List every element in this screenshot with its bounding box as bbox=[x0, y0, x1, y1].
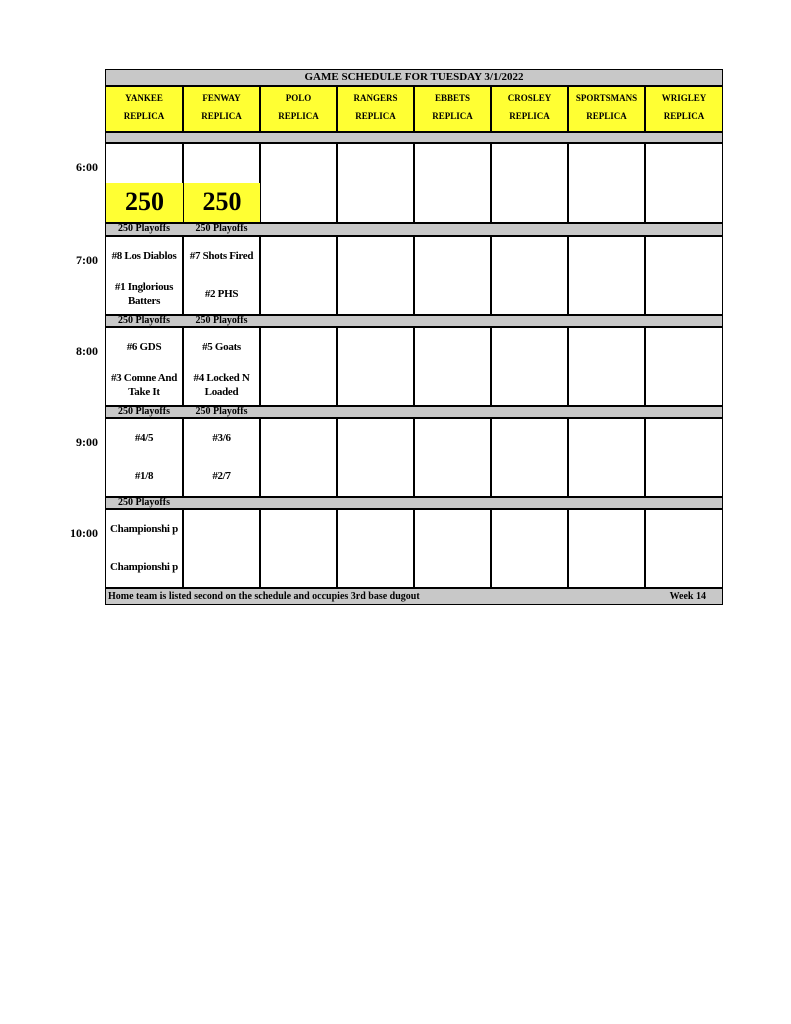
game-visitor: #3/6 bbox=[212, 432, 231, 444]
schedule-cell bbox=[491, 509, 568, 588]
game-visitor: #5 Goats bbox=[202, 341, 241, 353]
game-visitor: #6 GDS bbox=[126, 341, 162, 353]
schedule-cell bbox=[260, 509, 337, 588]
schedule-cell bbox=[414, 236, 491, 315]
schedule-cell bbox=[337, 236, 414, 315]
time-label: 9:00 bbox=[76, 435, 98, 449]
field-header-rangers bbox=[337, 86, 414, 132]
footer-note: Home team is listed second on the schedule and occupies 3rd base dugout bbox=[108, 591, 420, 602]
field-header-ebbets bbox=[414, 86, 491, 132]
schedule-cell bbox=[183, 509, 260, 588]
schedule-cell bbox=[491, 327, 568, 406]
game-visitor: #7 Shots Fired bbox=[189, 250, 254, 262]
schedule-cell bbox=[645, 418, 723, 497]
time-label: 8:00 bbox=[76, 344, 98, 358]
game-home: #2 PHS bbox=[204, 288, 239, 300]
field-header-wrigley bbox=[645, 86, 723, 132]
schedule-cell bbox=[491, 236, 568, 315]
field-subtitle: REPLICA bbox=[586, 111, 627, 121]
division-label: 250 Playoffs bbox=[118, 407, 170, 417]
schedule-cell bbox=[568, 509, 645, 588]
field-subtitle: REPLICA bbox=[663, 111, 705, 121]
field-name: YANKEE bbox=[125, 93, 163, 103]
schedule-cell bbox=[645, 327, 723, 406]
field-name: SPORTSMANS bbox=[575, 93, 638, 103]
schedule-cell bbox=[645, 143, 723, 223]
division-label: 250 Playoffs bbox=[195, 316, 248, 326]
field-subtitle: REPLICA bbox=[509, 111, 550, 121]
footer-bar bbox=[105, 588, 723, 605]
separator-bar bbox=[105, 497, 723, 509]
field-subtitle: REPLICA bbox=[123, 111, 165, 121]
time-label: 10:00 bbox=[70, 526, 98, 540]
game-home: #1/8 bbox=[134, 470, 154, 482]
schedule-cell bbox=[414, 509, 491, 588]
field-header-fenway bbox=[183, 86, 260, 132]
division-label: 250 Playoffs bbox=[118, 498, 170, 508]
division-label: 250 Playoffs bbox=[195, 224, 248, 234]
header-gap-bar bbox=[105, 132, 723, 143]
field-subtitle: REPLICA bbox=[201, 111, 242, 121]
schedule-cell bbox=[414, 418, 491, 497]
schedule-title: GAME SCHEDULE FOR TUESDAY 3/1/2022 bbox=[105, 69, 723, 86]
field-subtitle: REPLICA bbox=[355, 111, 396, 121]
game-home: #4 Locked N Loaded bbox=[193, 372, 250, 398]
field-name: EBBETS bbox=[434, 93, 471, 103]
time-label: 7:00 bbox=[76, 253, 98, 267]
division-label: 250 Playoffs bbox=[118, 224, 170, 234]
schedule-cell bbox=[260, 236, 337, 315]
schedule-cell bbox=[491, 418, 568, 497]
field-header-yankee bbox=[105, 86, 183, 132]
time-label: 6:00 bbox=[76, 160, 98, 174]
field-header-polo bbox=[260, 86, 337, 132]
field-name: FENWAY bbox=[202, 93, 241, 103]
field-header-sportsmans bbox=[568, 86, 645, 132]
schedule-cell bbox=[645, 509, 723, 588]
game-home: #1 Inglorious Batters bbox=[114, 281, 174, 307]
schedule-cell bbox=[337, 327, 414, 406]
field-subtitle: REPLICA bbox=[278, 111, 319, 121]
schedule-cell bbox=[260, 143, 337, 223]
schedule-cell bbox=[645, 236, 723, 315]
division-250-badge: 250 bbox=[184, 183, 260, 222]
field-subtitle: REPLICA bbox=[432, 111, 473, 121]
schedule-cell bbox=[414, 327, 491, 406]
division-250-badge: 250 bbox=[106, 183, 183, 222]
field-header-crosley bbox=[491, 86, 568, 132]
division-label: 250 Playoffs bbox=[195, 407, 248, 417]
game-home: #2/7 bbox=[212, 470, 231, 482]
schedule-cell bbox=[337, 509, 414, 588]
schedule-cell bbox=[414, 143, 491, 223]
field-name: RANGERS bbox=[353, 93, 398, 103]
schedule-cell bbox=[568, 143, 645, 223]
game-visitor: #4/5 bbox=[134, 432, 154, 444]
week-label: Week 14 bbox=[669, 591, 706, 602]
schedule-cell bbox=[491, 143, 568, 223]
schedule-cell bbox=[260, 418, 337, 497]
schedule-cell bbox=[337, 143, 414, 223]
schedule-cell bbox=[568, 418, 645, 497]
game-visitor: #8 Los Diablos bbox=[111, 250, 177, 262]
field-name: WRIGLEY bbox=[661, 93, 707, 103]
game-visitor: Championshi p bbox=[110, 523, 178, 535]
game-home: #3 Comne And Take It bbox=[110, 372, 178, 398]
schedule-cell bbox=[568, 236, 645, 315]
schedule-cell bbox=[568, 327, 645, 406]
field-name: POLO bbox=[285, 93, 312, 103]
division-label: 250 Playoffs bbox=[118, 316, 170, 326]
game-home: Championshi p bbox=[110, 561, 178, 573]
schedule-cell bbox=[337, 418, 414, 497]
schedule-cell bbox=[260, 327, 337, 406]
field-name: CROSLEY bbox=[507, 93, 552, 103]
